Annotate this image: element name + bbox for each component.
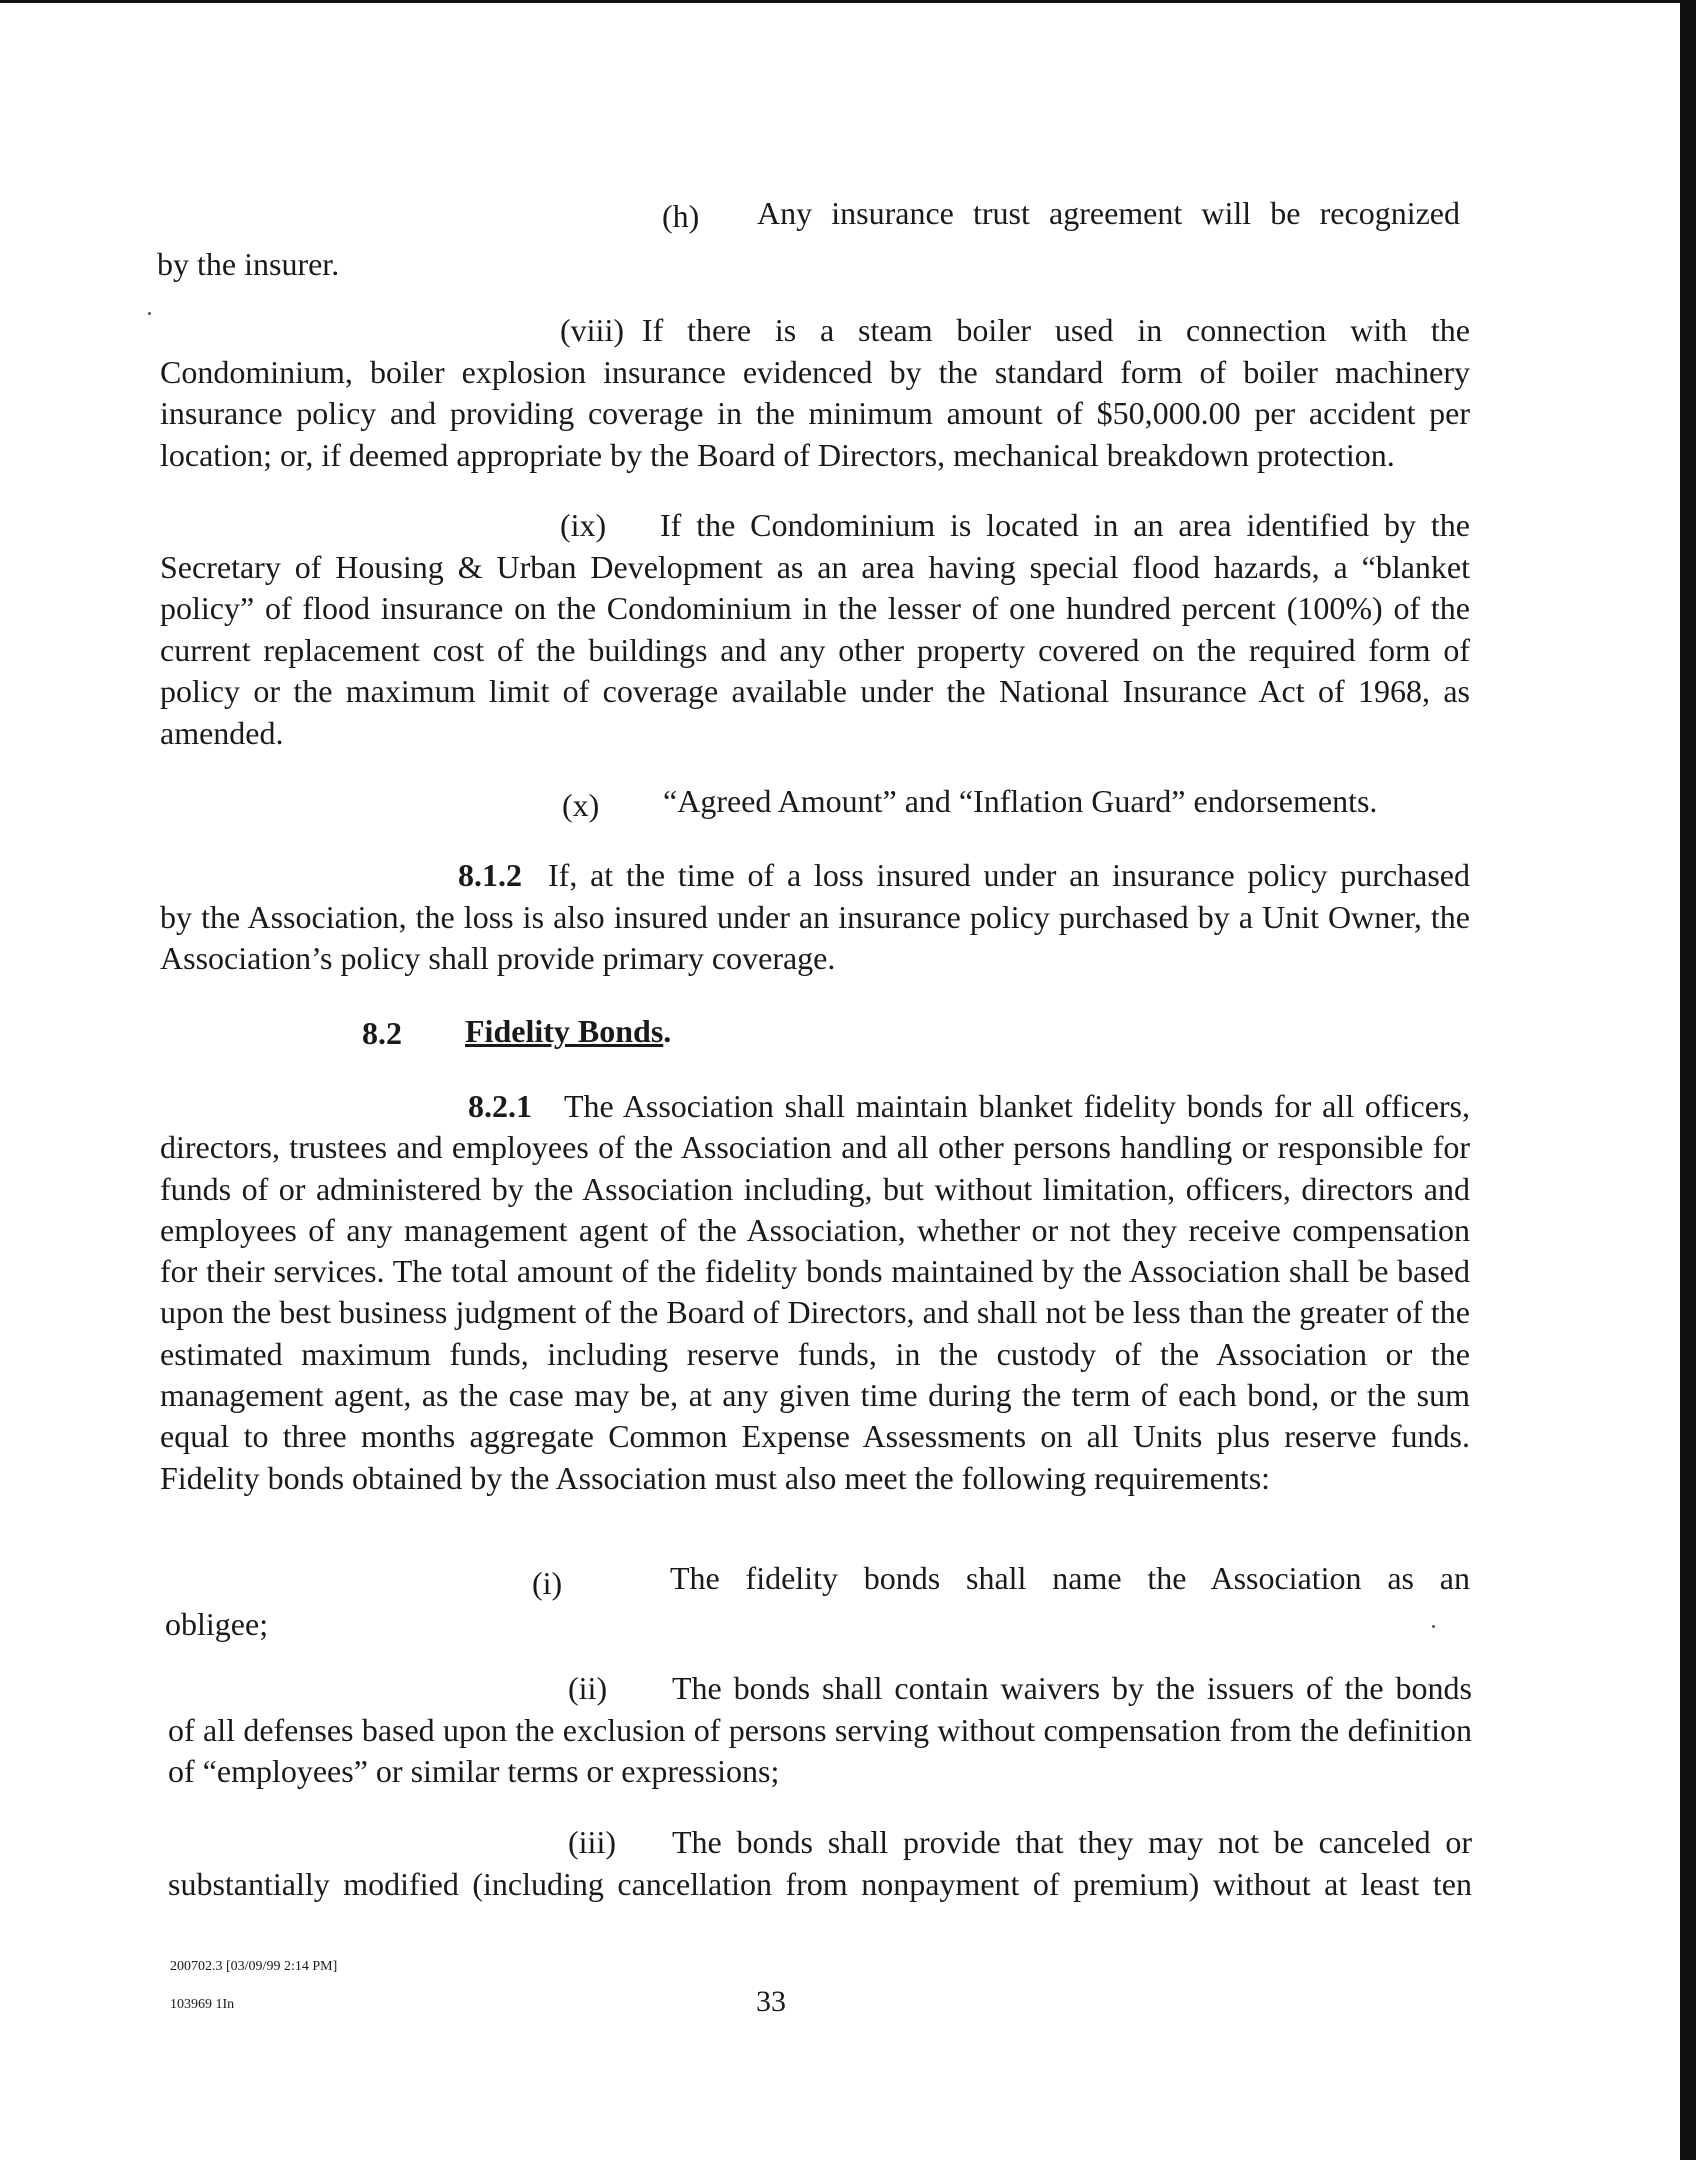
section-8-2-heading-period: .: [663, 1013, 672, 1049]
clause-iii-marker: (iii): [568, 1824, 616, 1860]
clause-i-continuation: obligee;: [165, 1606, 269, 1642]
section-8-2-heading-title: Fidelity Bonds: [465, 1013, 664, 1049]
clause-h-text: Any insurance trust agreement will be recognized: [757, 195, 1460, 231]
section-8-2-1-paragraph: [160, 1086, 1470, 1499]
clause-viii-marker: (viii): [560, 312, 624, 348]
clause-h-marker: (h): [662, 198, 700, 234]
section-8-1-2-body: by the Association, the loss is also insured under an insurance policy purchased by a Unit Owner, the Association’s policy shall provide primary coverage.: [160, 898, 1470, 976]
clause-ix-body: Secretary of Housing & Urban Development as an area having special flood hazards, a “blanket policy” of flood insurance on the Condominium in the lesser of one hundred percent (100%) of the current replacement cost of the buildings and any other property covered on the required form of policy or the maximum limit of coverage available under the National Insurance Act of 1968, as amended.: [160, 548, 1470, 751]
clause-iii-body: substantially modified (including cancellation from nonpayment of premium) without at least ten: [168, 1865, 1472, 1902]
clause-ix-marker: (ix): [560, 507, 607, 543]
clause-viii-body: Condominium, boiler explosion insurance evidenced by the standard form of boiler machinery insurance policy and providing coverage in the minimum amount of $50,000.00 per accident per location; or, if deemed appropriate by the Board of Directors, mechanical breakdown protection.: [160, 353, 1470, 473]
clause-ix-first-line: If the Condominium is located in an area identified by the: [660, 507, 1470, 543]
clause-ii-body: of all defenses based upon the exclusion of persons serving without compensation from the definition of “employees” or similar terms or expressions;: [168, 1711, 1472, 1789]
section-8-1-2-number: 8.1.2: [458, 857, 522, 893]
footer-file-number: 103969 1In: [170, 1997, 235, 2012]
clause-x-marker: (x): [562, 787, 600, 823]
clause-i-text: The fidelity bonds shall name the Association as an: [670, 1560, 1470, 1596]
section-8-2-1-first-line: The Association shall maintain blanket fidelity bonds for all officers,: [564, 1088, 1470, 1124]
section-8-2-1-body: directors, trustees and employees of the Association and all other persons handling or responsible for funds of or administered by the Association including, but without limitation, officers, directors and employees of any management agent of the Association, whether or not they receive compensation for their services. The total amount of the fidelity bonds maintained by the Association shall be based upon the best business judgment of the Board of Directors, and shall not be less than the greater of the estimated maximum funds, including reserve funds, in the custody of the Association or the management agent, as the case may be, at any given time during the term of each bond, or the sum equal to three months aggregate Common Expense Assessments on all Units plus reserve funds. Fidelity bonds obtained by the Association must also meet the following requirements:: [160, 1129, 1470, 1496]
section-8-2-heading: [465, 1011, 671, 1052]
clause-iii-paragraph: [168, 1822, 1472, 1905]
section-8-1-2-first-line: If, at the time of a loss insured under an insurance policy purchased: [548, 857, 1470, 893]
clause-iii-first-line: The bonds shall provide that they may not be canceled or: [672, 1824, 1472, 1860]
clause-x-text: “Agreed Amount” and “Inflation Guard” endorsements.: [663, 783, 1378, 819]
clause-viii-paragraph: [160, 310, 1470, 476]
clause-viii-first-line: If there is a steam boiler used in connection with the: [641, 312, 1470, 348]
clause-ii-paragraph: [168, 1668, 1472, 1793]
scan-speck: [148, 312, 151, 315]
scan-edge-top: [0, 0, 1680, 3]
scan-edge-right: [1680, 0, 1696, 2160]
footer-doc-id: 200702.3 [03/09/99 2:14 PM]: [170, 1959, 338, 1974]
clause-ix-paragraph: [160, 505, 1470, 754]
section-8-2-number: 8.2: [362, 1015, 402, 1051]
clause-ii-first-line: The bonds shall contain waivers by the issuers of the bonds: [672, 1670, 1472, 1706]
section-8-1-2-paragraph: [160, 855, 1470, 980]
clause-ii-marker: (ii): [568, 1670, 608, 1706]
clause-h-continuation: by the insurer.: [157, 246, 340, 282]
section-8-2-1-number: 8.2.1: [468, 1088, 532, 1124]
page-number: 33: [756, 1985, 786, 2018]
clause-i-marker: (i): [532, 1565, 563, 1601]
scan-speck: [1432, 1625, 1435, 1628]
